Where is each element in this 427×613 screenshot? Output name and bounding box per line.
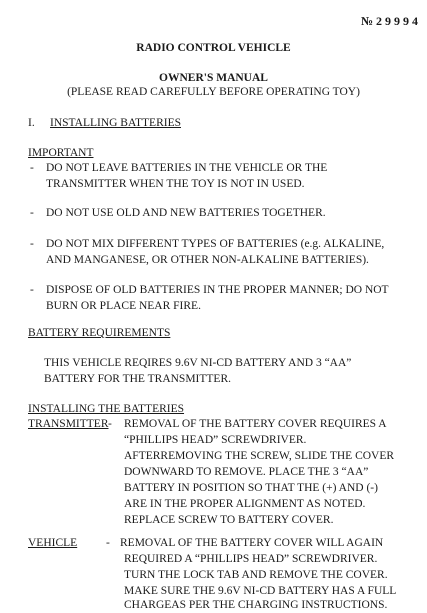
bullet-dash: - bbox=[30, 284, 34, 296]
bullet-dash: - bbox=[30, 238, 34, 250]
vehicle-line: REQUIRED A “PHILLIPS HEAD” SCREWDRIVER. bbox=[124, 553, 378, 565]
transmitter-line: REPLACE SCREW TO BATTERY COVER. bbox=[124, 514, 334, 526]
vehicle-line: TURN THE LOCK TAB AND REMOVE THE COVER. bbox=[124, 569, 388, 581]
bullet-dash: - bbox=[30, 162, 34, 174]
section-number: I. bbox=[28, 117, 35, 129]
bullet-line: DO NOT USE OLD AND NEW BATTERIES TOGETHER. bbox=[46, 207, 326, 219]
bullet-line: AND MANGANESE, OR OTHER NON-ALKALINE BATTERIES). bbox=[46, 254, 369, 266]
bullet-line: DO NOT MIX DIFFERENT TYPES OF BATTERIES (e.g. ALKALINE, bbox=[46, 238, 385, 250]
transmitter-line: BATTERY IN POSITION SO THAT THE (+) AND (-) bbox=[124, 482, 378, 494]
battery-requirements-line: THIS VEHICLE REQIRES 9.6V NI-CD BATTERY AND 3 “AA” bbox=[44, 357, 352, 369]
bullet-line: DO NOT LEAVE BATTERIES IN THE VEHICLE OR THE bbox=[46, 162, 328, 174]
vehicle-line: REMOVAL OF THE BATTERY COVER WILL AGAIN bbox=[120, 537, 384, 549]
bullet-dash: - bbox=[30, 207, 34, 219]
transmitter-line: AFTERREMOVING THE SCREW, SLIDE THE COVER bbox=[124, 450, 395, 462]
bullet-line: DISPOSE OF OLD BATTERIES IN THE PROPER MANNER; DO NOT bbox=[46, 284, 389, 296]
transmitter-line: REMOVAL OF THE BATTERY COVER REQUIRES A bbox=[124, 418, 387, 430]
transmitter-line: “PHILLIPS HEAD” SCREWDRIVER. bbox=[124, 434, 307, 446]
battery-requirements-heading: BATTERY REQUIREMENTS bbox=[28, 327, 171, 339]
manual-title: OWNER'S MANUAL bbox=[159, 72, 268, 84]
installing-heading: INSTALLING THE BATTERIES bbox=[28, 403, 185, 415]
transmitter-line: ARE IN THE PROPER ALIGNMENT AS NOTED. bbox=[124, 498, 366, 510]
document-number-value: 29994 bbox=[376, 14, 421, 28]
vehicle-label: VEHICLE bbox=[28, 537, 78, 549]
document-number-prefix: № bbox=[360, 14, 376, 28]
transmitter-dash: - bbox=[108, 418, 112, 430]
vehicle-line: CHARGEAS PER THE CHARGING INSTRUCTIONS. bbox=[124, 599, 388, 611]
manual-subtitle: (PLEASE READ CAREFULLY BEFORE OPERATING TOY) bbox=[67, 86, 360, 98]
section-heading: INSTALLING BATTERIES bbox=[50, 117, 181, 129]
vehicle-dash: - bbox=[106, 537, 110, 549]
document-title: RADIO CONTROL VEHICLE bbox=[136, 42, 291, 54]
transmitter-label: TRANSMITTER bbox=[28, 418, 109, 430]
vehicle-line: MAKE SURE THE 9.6V NI-CD BATTERY HAS A FULL bbox=[124, 585, 397, 597]
bullet-line: TRANSMITTER WHEN THE TOY IS NOT IN USED. bbox=[46, 178, 305, 190]
bullet-line: BURN OR PLACE NEAR FIRE. bbox=[46, 300, 201, 312]
battery-requirements-line: BATTERY FOR THE TRANSMITTER. bbox=[44, 373, 231, 385]
transmitter-line: DOWNWARD TO REMOVE. PLACE THE 3 “AA” bbox=[124, 466, 369, 478]
document-number bbox=[361, 13, 421, 29]
important-heading: IMPORTANT bbox=[28, 147, 94, 159]
